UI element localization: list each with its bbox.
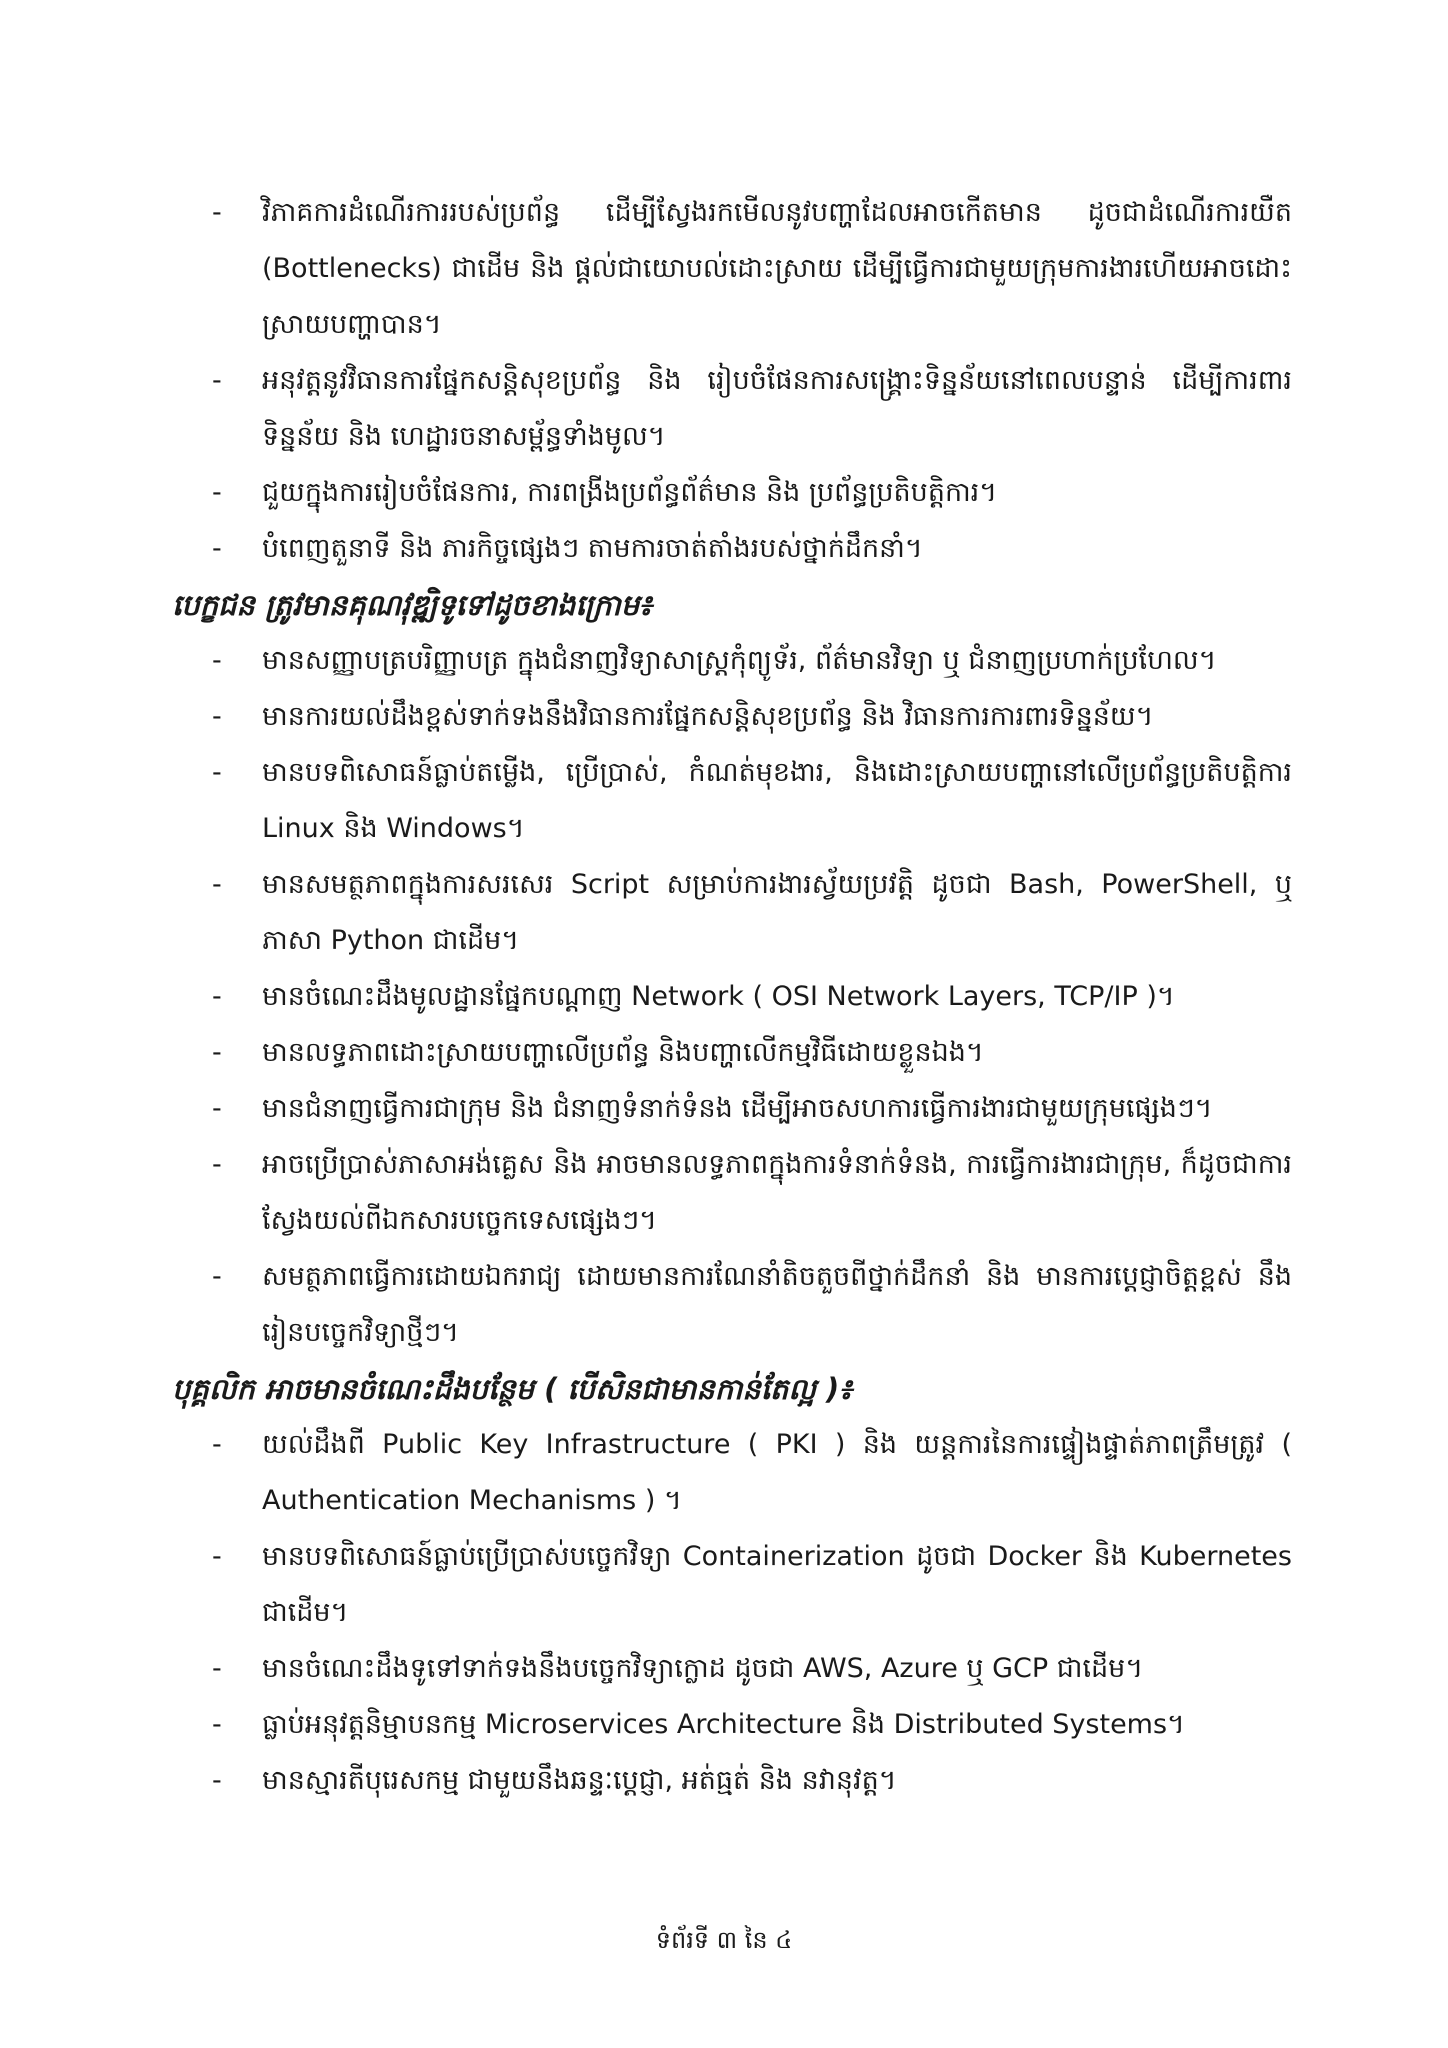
list-item: - បំពេញតួនាទី និង ភារកិច្ចផ្សេងៗ តាមការចាត់តាំងរបស់ថ្នាក់ដឹកនាំ។ — [212, 521, 1292, 577]
bullet-dash: - — [212, 1709, 222, 1740]
bullet-dash: - — [212, 365, 222, 396]
duties-list — [212, 185, 1292, 577]
bullet-dash: - — [212, 197, 222, 228]
list-item: - មានបទពិសោធន៍ធ្លាប់តម្លើង, ប្រើប្រាស់, កំណត់មុខងារ, និងដោះស្រាយបញ្ហានៅលើប្រព័ន្ធប្រតិបត្តិការ Linux និង Windows។ — [212, 745, 1292, 857]
page-number: ទំព័រទី ៣ នៃ ៤ — [655, 1926, 793, 1954]
bullet-dash: - — [212, 1429, 222, 1460]
bullet-dash: - — [212, 1093, 222, 1124]
list-item: - មានចំណេះដឹងមូលដ្ឋានផ្នែកបណ្តាញ Network ( OSI Network Layers, TCP/IP )។ — [212, 969, 1292, 1025]
list-item: - ធ្លាប់អនុវត្តនិម្មាបនកម្ម Microservices Architecture និង Distributed Systems។ — [212, 1697, 1292, 1753]
bullet-dash: - — [212, 1653, 222, 1684]
list-item: - អនុវត្តនូវវិធានការផ្នែកសន្តិសុខប្រព័ន្ធ និង រៀបចំផែនការសង្គ្រោះទិន្នន័យនៅពេលបន្ទាន់ ដើម្បីការពារទិន្នន័យ និង ហេដ្ឋារចនាសម្ព័ន្ធទាំងមូល។ — [212, 353, 1292, 465]
list-item: - ជួយក្នុងការរៀបចំផែនការ, ការពង្រីងប្រព័ន្ធព័ត៌មាន និង ប្រព័ន្ធប្រតិបត្តិការ។ — [212, 465, 1292, 521]
list-item: - មានការយល់ដឹងខ្ពស់ទាក់ទងនឹងវិធានការផ្នែកសន្តិសុខប្រព័ន្ធ និង វិធានការការពារទិន្នន័យ។ — [212, 689, 1292, 745]
list-item: - អាចប្រើប្រាស់ភាសាអង់គ្លេស និង អាចមានលទ្ធភាពក្នុងការទំនាក់ទំនង, ការធ្វើការងារជាក្រុម, ក៏ដូចជាការស្វែងយល់ពីឯកសារបច្ចេកទេសផ្សេងៗ។ — [212, 1137, 1292, 1249]
list-item: - សមត្ថភាពធ្វើការដោយឯករាជ្យ ដោយមានការណែនាំតិចតួចពីថ្នាក់ដឹកនាំ និង មានការប្តេជ្ញាចិត្តខ្ពស់ នឹងរៀនបច្ចេកវិទ្យាថ្មីៗ។ — [212, 1249, 1292, 1361]
additional-knowledge-list — [212, 1417, 1292, 1809]
bullet-dash: - — [212, 645, 222, 676]
bullet-dash: - — [212, 1541, 222, 1572]
list-item: - មានសមត្ថភាពក្នុងការសរសេរ Script សម្រាប់ការងារស្វ័យប្រវត្តិ ដូចជា Bash, PowerShell, ឬ ភាសា Python ជាដើម។ — [212, 857, 1292, 969]
list-item: - មានលទ្ធភាពដោះស្រាយបញ្ហាលើប្រព័ន្ធ និងបញ្ហាលើកម្មវិធីដោយខ្លួនឯង។ — [212, 1025, 1292, 1081]
document-body — [172, 185, 1292, 1809]
qualifications-heading: បេក្ខជន ត្រូវមានគុណវុឌ្ឍិទូទៅដូចខាងក្រោម៖ — [172, 588, 652, 622]
list-item: - មានជំនាញធ្វើការជាក្រុម និង ជំនាញទំនាក់ទំនង ដើម្បីអាចសហការធ្វើការងារជាមួយក្រុមផ្សេងៗ។ — [212, 1081, 1292, 1137]
list-item: - មានចំណេះដឹងទូទៅទាក់ទងនឹងបច្ចេកវិទ្យាក្លោដ ដូចជា AWS, Azure ឬ GCP ជាដើម។ — [212, 1641, 1292, 1697]
bullet-dash: - — [212, 981, 222, 1012]
list-item: - យល់ដឹងពី Public Key Infrastructure ( PKI ) និង យន្តការនៃការផ្ទៀងផ្ទាត់ភាពត្រឹមត្រូវ ( Authentication Mechanisms ) ។ — [212, 1417, 1292, 1529]
bullet-dash: - — [212, 533, 222, 564]
list-item: - វិភាគការដំណើរការរបស់ប្រព័ន្ធ ដើម្បីស្វែងរកមើលនូវបញ្ហាដែលអាចកើតមាន ដូចជាដំណើរការយឺត (Bottlenecks) ជាដើម និង ផ្តល់ជាយោបល់ដោះស្រាយ ដើម្បីធ្វើការជាមួយក្រុមការងារហើយអាចដោះស្រាយបញ្ហាបាន។ — [212, 185, 1292, 353]
bullet-dash: - — [212, 757, 222, 788]
bullet-dash: - — [212, 701, 222, 732]
bullet-dash: - — [212, 1261, 222, 1292]
bullet-dash: - — [212, 1037, 222, 1068]
bullet-dash: - — [212, 477, 222, 508]
bullet-dash: - — [212, 869, 222, 900]
qualifications-list — [212, 633, 1292, 1361]
bullet-dash: - — [212, 1149, 222, 1180]
list-item: - មានបទពិសោធន៍ធ្លាប់ប្រើប្រាស់បច្ចេកវិទ្យា Containerization ដូចជា Docker និង Kubernetes ជាដើម។ — [212, 1529, 1292, 1641]
additional-knowledge-heading: បុគ្គលិក អាចមានចំណេះដឹងបន្ថែម ( បើសិនជាមានកាន់តែល្អ )៖ — [172, 1372, 853, 1406]
list-item: - មានសញ្ញាបត្របរិញ្ញាបត្រ ក្នុងជំនាញវិទ្យាសាស្ត្រកុំព្យូទ័រ, ព័ត៌មានវិទ្យា ឬ ជំនាញប្រហាក់ប្រហែល។ — [212, 633, 1292, 689]
list-item: - មានស្មារតីបុរេសកម្ម ជាមួយនឹងឆន្ទៈប្តេជ្ញា, អត់ធ្មត់ និង នវានុវត្ត។ — [212, 1753, 1292, 1809]
bullet-dash: - — [212, 1765, 222, 1796]
